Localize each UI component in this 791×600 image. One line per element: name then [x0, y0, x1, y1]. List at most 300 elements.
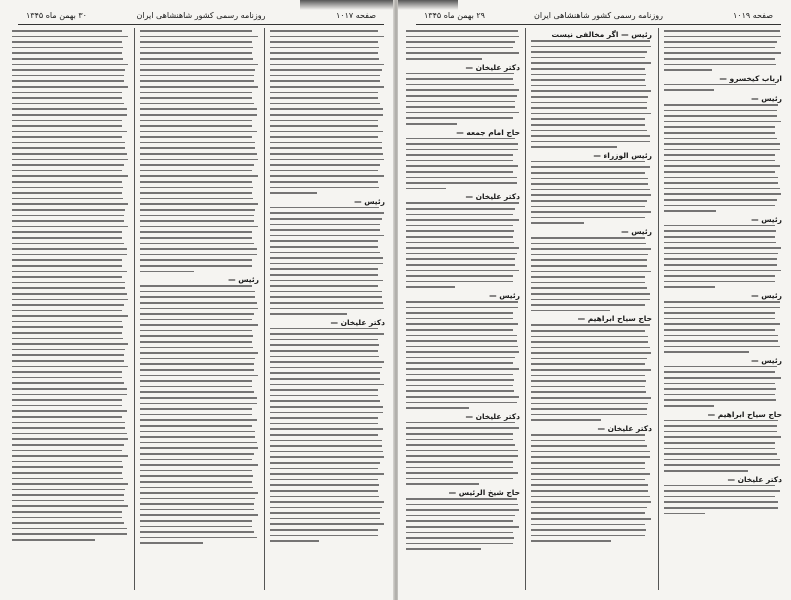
text-line	[140, 503, 254, 505]
text-line	[12, 75, 124, 77]
text-line	[664, 307, 780, 309]
text-line	[664, 115, 777, 117]
text-line	[531, 304, 645, 306]
text-line	[12, 388, 127, 390]
text-line	[406, 312, 513, 314]
text-line	[270, 47, 379, 49]
text-line	[12, 226, 128, 228]
text-line	[531, 194, 651, 196]
text-line	[140, 442, 257, 444]
text-line	[531, 189, 650, 191]
text-line	[270, 428, 383, 430]
text-line	[270, 445, 382, 447]
speaker-heading: رئیس —	[751, 93, 782, 103]
text-line	[664, 58, 775, 60]
text-line	[270, 142, 382, 144]
text-line	[12, 80, 124, 82]
text-line	[406, 351, 519, 353]
text-line	[664, 110, 777, 112]
text-line	[531, 468, 645, 470]
text-line	[140, 459, 252, 461]
speaker-heading: دکتر علیخان —	[465, 411, 520, 421]
text-line	[270, 229, 380, 231]
text-line	[406, 52, 519, 54]
column-divider	[264, 28, 265, 590]
text-line	[406, 171, 513, 173]
text-line	[270, 484, 379, 486]
text-line	[664, 210, 716, 212]
text-line	[12, 282, 125, 284]
text-line	[531, 363, 645, 365]
text-line	[270, 41, 378, 43]
text-column	[12, 30, 129, 545]
text-line	[140, 248, 257, 250]
text-line	[531, 540, 611, 542]
text-line	[140, 41, 252, 43]
text-line	[12, 455, 128, 457]
text-line	[270, 240, 378, 242]
right-page	[398, 0, 791, 600]
text-line	[140, 397, 257, 399]
text-line	[12, 103, 124, 105]
text-line	[12, 64, 128, 66]
text-line	[12, 203, 128, 205]
text-line	[531, 90, 651, 92]
text-line	[12, 114, 127, 116]
text-line	[140, 187, 253, 189]
text-line	[406, 264, 515, 266]
text-line	[406, 357, 515, 359]
text-line	[12, 97, 122, 99]
text-line	[406, 236, 513, 238]
text-line	[270, 252, 380, 254]
text-line	[270, 296, 382, 298]
text-line	[531, 358, 647, 360]
text-line	[664, 318, 775, 320]
text-line	[12, 36, 128, 38]
text-line	[406, 286, 455, 288]
text-line	[531, 276, 645, 278]
text-line	[270, 512, 380, 514]
text-line	[270, 339, 378, 341]
text-line	[140, 324, 258, 326]
text-line	[664, 149, 780, 151]
text-line	[270, 535, 378, 537]
text-line	[406, 307, 518, 309]
text-line	[406, 160, 513, 162]
text-line	[270, 30, 378, 32]
text-line	[270, 108, 383, 110]
text-line	[531, 254, 648, 256]
speaker-heading: رئیس —	[354, 196, 385, 206]
text-line	[531, 259, 647, 261]
text-line	[406, 230, 514, 232]
text-line	[531, 386, 645, 388]
text-line	[406, 368, 519, 370]
text-line	[12, 47, 123, 49]
text-line	[12, 522, 124, 524]
text-line	[270, 75, 380, 77]
text-line	[664, 143, 780, 145]
text-line	[140, 520, 252, 522]
text-line	[664, 399, 776, 401]
text-line	[531, 248, 651, 250]
text-line	[664, 126, 775, 128]
text-line	[531, 310, 610, 312]
text-line	[270, 125, 378, 127]
text-line	[140, 537, 257, 539]
text-line	[12, 237, 122, 239]
issue-date: ۲۹ بهمن ماه ۱۳۴۵	[424, 11, 485, 20]
text-line	[270, 212, 384, 214]
text-line	[531, 57, 645, 59]
text-line	[140, 103, 254, 105]
text-line	[406, 318, 513, 320]
text-line	[140, 175, 258, 177]
text-line	[12, 360, 124, 362]
text-line	[140, 291, 255, 293]
speaker-heading: دکتر علیخان —	[727, 474, 782, 484]
text-line	[406, 532, 513, 534]
text-line	[140, 526, 252, 528]
text-line	[140, 254, 257, 256]
text-line	[270, 114, 383, 116]
text-line	[664, 47, 775, 49]
text-line	[531, 68, 645, 70]
text-line	[664, 340, 778, 342]
text-line	[664, 286, 715, 288]
text-line	[531, 118, 645, 120]
text-line	[140, 108, 257, 110]
text-line	[664, 253, 778, 255]
text-line	[270, 97, 378, 99]
text-line	[270, 263, 383, 265]
text-line	[270, 58, 379, 60]
text-line	[664, 138, 777, 140]
text-line	[140, 313, 254, 315]
text-line	[664, 329, 775, 331]
text-line	[12, 343, 128, 345]
text-line	[270, 280, 383, 282]
text-line	[12, 209, 125, 211]
text-line	[12, 422, 125, 424]
text-line	[664, 193, 781, 195]
text-line	[664, 104, 778, 106]
text-line	[140, 464, 258, 466]
text-line	[531, 451, 650, 453]
text-line	[12, 136, 122, 138]
text-line	[140, 436, 255, 438]
text-line	[664, 501, 778, 503]
text-line	[406, 177, 517, 179]
text-line	[531, 130, 647, 132]
text-line	[270, 490, 378, 492]
speaker-heading: رئیس —	[621, 227, 652, 236]
text-line	[270, 384, 384, 386]
text-line	[12, 69, 125, 71]
text-line	[12, 108, 127, 110]
text-line	[140, 403, 257, 405]
text-line	[406, 455, 518, 457]
text-line	[664, 383, 775, 385]
text-line	[140, 131, 257, 133]
text-line	[270, 456, 384, 458]
text-line	[270, 170, 378, 172]
page-number: صفحه ۱۰۱۹	[732, 11, 773, 20]
speaker-heading: حاج امام جمعه —	[456, 127, 520, 137]
column-divider	[658, 28, 659, 590]
text-line	[140, 80, 254, 82]
text-line	[140, 198, 253, 200]
text-line	[12, 410, 127, 412]
text-line	[531, 293, 650, 295]
text-line	[664, 464, 780, 466]
text-line	[406, 143, 518, 145]
text-line	[140, 58, 253, 60]
text-line	[664, 121, 781, 123]
text-line	[12, 170, 122, 172]
text-line	[664, 247, 781, 249]
text-line	[140, 481, 252, 483]
text-line	[270, 529, 378, 531]
text-line	[140, 69, 255, 71]
text-line	[12, 248, 127, 250]
text-line	[140, 386, 252, 388]
text-line	[406, 504, 518, 506]
text-line	[12, 198, 123, 200]
text-line	[12, 215, 124, 217]
text-line	[406, 188, 446, 190]
text-line	[406, 543, 513, 545]
text-line	[531, 529, 646, 531]
text-line	[140, 475, 253, 477]
text-line	[664, 230, 776, 232]
text-line	[406, 439, 513, 441]
text-line	[406, 478, 513, 480]
text-line	[664, 52, 781, 54]
text-line	[140, 75, 254, 77]
text-line	[406, 214, 513, 216]
text-line	[406, 247, 519, 249]
text-line	[12, 427, 125, 429]
text-line	[270, 501, 384, 503]
text-line	[406, 138, 515, 140]
text-line	[12, 181, 122, 183]
text-line	[531, 414, 647, 416]
speaker-heading: رئیس الوزراء —	[593, 150, 652, 160]
text-line	[531, 419, 601, 421]
text-line	[12, 472, 122, 474]
text-line	[531, 496, 650, 498]
text-line	[406, 444, 515, 446]
text-line	[12, 254, 127, 256]
text-line	[12, 466, 123, 468]
text-line	[531, 445, 647, 447]
text-line	[531, 352, 651, 354]
text-line	[12, 371, 122, 373]
text-line	[270, 257, 383, 259]
text-line	[664, 177, 778, 179]
text-line	[406, 270, 519, 272]
text-line	[12, 332, 122, 334]
text-line	[12, 220, 124, 222]
text-line	[270, 86, 384, 88]
text-line	[270, 328, 378, 330]
text-line	[140, 215, 254, 217]
text-line	[664, 89, 714, 91]
text-line	[406, 73, 514, 75]
text-line	[531, 107, 647, 109]
text-line	[664, 323, 780, 325]
text-line	[270, 164, 380, 166]
text-line	[270, 181, 378, 183]
text-line	[531, 287, 647, 289]
text-line	[406, 41, 515, 43]
text-line	[531, 172, 645, 174]
text-line	[664, 431, 777, 433]
text-line	[12, 489, 125, 491]
text-line	[140, 509, 254, 511]
text-line	[140, 159, 258, 161]
text-line	[140, 220, 254, 222]
text-line	[140, 237, 252, 239]
text-line	[12, 366, 128, 368]
text-line	[406, 225, 513, 227]
text-line	[270, 80, 380, 82]
text-line	[140, 170, 252, 172]
text-line	[270, 187, 379, 189]
text-line	[406, 422, 515, 424]
text-line	[270, 473, 384, 475]
text-line	[140, 470, 252, 472]
text-line	[664, 485, 775, 487]
text-line	[664, 225, 775, 227]
text-line	[140, 265, 252, 267]
text-line	[140, 114, 257, 116]
text-line	[270, 496, 379, 498]
text-line	[140, 514, 258, 516]
text-column	[406, 30, 520, 554]
text-line	[12, 310, 122, 312]
text-line	[531, 166, 650, 168]
column-divider	[525, 28, 526, 590]
text-line	[140, 271, 194, 273]
text-line	[140, 259, 252, 261]
text-line	[406, 154, 513, 156]
speaker-heading: دکتر علیخان —	[330, 317, 385, 327]
text-line	[531, 512, 645, 514]
speaker-heading: رئیس —	[751, 355, 782, 365]
text-line	[531, 299, 650, 301]
text-line	[140, 153, 257, 155]
text-line	[664, 496, 775, 498]
text-line	[270, 518, 380, 520]
text-line	[270, 361, 384, 363]
text-line	[531, 74, 646, 76]
speaker-heading: رئیس —	[751, 214, 782, 224]
text-line	[12, 265, 122, 267]
text-line	[12, 125, 122, 127]
text-line	[270, 218, 382, 220]
text-line	[531, 124, 645, 126]
text-line	[531, 375, 645, 377]
text-line	[406, 281, 513, 283]
speaker-heading: حاج شیخ الرئیس —	[448, 487, 520, 497]
text-line	[140, 492, 258, 494]
text-line	[406, 427, 519, 429]
text-line	[531, 271, 651, 273]
text-line	[270, 64, 384, 66]
text-line	[531, 243, 646, 245]
text-line	[270, 378, 380, 380]
text-line	[140, 369, 254, 371]
speaker-heading: حاج سیاح ابراهیم —	[577, 314, 652, 324]
text-column	[664, 30, 782, 518]
text-line	[140, 431, 255, 433]
text-line	[12, 377, 122, 379]
text-line	[12, 243, 124, 245]
text-line	[664, 335, 778, 337]
text-line	[531, 141, 650, 143]
text-line	[140, 52, 252, 54]
text-line	[406, 242, 514, 244]
text-line	[531, 462, 645, 464]
text-line	[406, 461, 513, 463]
text-line	[531, 161, 645, 163]
text-line	[531, 507, 647, 509]
text-line	[140, 453, 254, 455]
text-line	[12, 433, 127, 435]
text-line	[270, 406, 383, 408]
text-column	[140, 30, 259, 548]
text-line	[270, 412, 383, 414]
text-line	[12, 500, 124, 502]
text-line	[270, 224, 380, 226]
text-line	[664, 199, 777, 201]
text-line	[140, 330, 252, 332]
text-line	[406, 58, 482, 60]
text-line	[12, 349, 125, 351]
text-line	[12, 30, 122, 32]
text-line	[531, 85, 646, 87]
text-line	[270, 291, 382, 293]
text-line	[270, 302, 383, 304]
newspaper-title: روزنامه رسمی کشور شاهنشاهی ایران	[136, 11, 266, 20]
text-line	[406, 379, 514, 381]
text-line	[140, 335, 253, 337]
speaker-heading: دکتر علیخان —	[465, 62, 520, 72]
text-line	[270, 175, 384, 177]
text-line	[12, 164, 124, 166]
text-line	[406, 208, 515, 210]
text-line	[406, 509, 519, 511]
text-line	[12, 505, 128, 507]
text-line	[531, 479, 645, 481]
text-line	[12, 86, 128, 88]
text-line	[406, 374, 513, 376]
left-page	[0, 0, 394, 600]
text-line	[12, 231, 122, 233]
text-line	[406, 362, 513, 364]
text-line	[270, 136, 378, 138]
text-line	[664, 69, 712, 71]
text-line	[664, 388, 776, 390]
text-line	[664, 154, 775, 156]
text-line	[664, 513, 705, 515]
text-line	[406, 78, 513, 80]
text-line	[664, 351, 749, 353]
text-line	[664, 182, 778, 184]
